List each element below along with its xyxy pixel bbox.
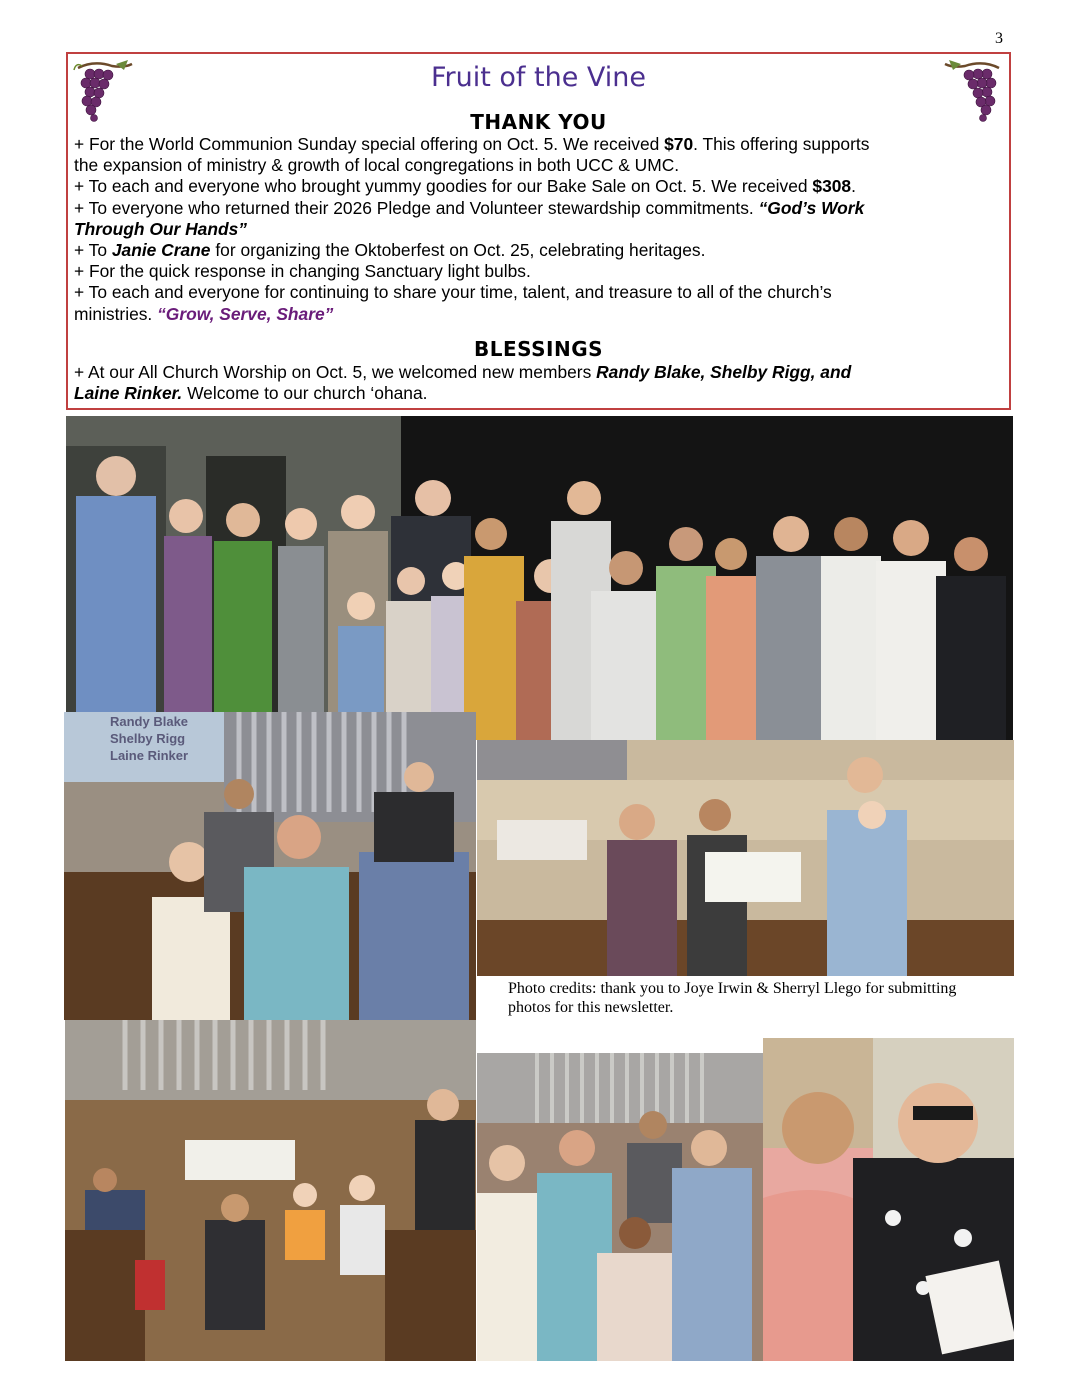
list-item: ministries. “Grow, Serve, Share” [74,303,334,324]
thank-you-heading: THANK YOU [470,110,607,134]
sign-name-2: Shelby Rigg [110,731,186,746]
list-item: + To each and everyone who brought yummy goodies for our Bake Sale on Oct. 5. We received $308. [74,176,856,197]
closeup-photo [763,1038,1014,1361]
list-item: Through Our Hands” [74,218,247,239]
group-photo [66,416,1013,740]
blessings-heading: BLESSINGS [473,337,604,361]
blessings-text: + At our All Church Worship on Oct. 5, we welcomed new members Randy Blake, Shelby Rigg, and Laine Rinker. Welcome to our church ‘ohana. [74,362,852,404]
thank-you-list [74,134,989,325]
check-presentation-photo [477,740,1014,976]
photo-credits: Photo credits: thank you to Joye Irwin & Sherryl Llego for submitting photos for this newsletter. [504,976,1014,1023]
lei-presentation-photo [477,1053,763,1361]
list-item: + To each and everyone for continuing to share your time, talent, and treasure to all of the church’s [74,282,832,303]
list-item: + For the quick response in changing Sanctuary light bulbs. [74,261,531,282]
list-item: + To everyone who returned their 2026 Pledge and Volunteer stewardship commitments. “God’s Work [74,197,865,218]
sign-name-3: Laine Rinker [110,748,189,763]
list-item: the expansion of ministry & growth of local congregations in both UCC & UMC. [74,155,680,176]
list-item: + For the World Communion Sunday special offering on Oct. 5. We received $70. This offering supports [74,134,870,154]
fruit-of-the-vine-box [66,52,1011,410]
list-item: + To Janie Crane for organizing the Oktoberfest on Oct. 25, celebrating heritages. [74,240,706,261]
sign-name-1: Randy Blake [110,714,189,729]
new-members-photo [64,712,476,1020]
page-title: Fruit of the Vine [430,62,647,93]
page-number: 3 [995,30,1003,47]
children-sanctuary-photo [65,1020,476,1361]
